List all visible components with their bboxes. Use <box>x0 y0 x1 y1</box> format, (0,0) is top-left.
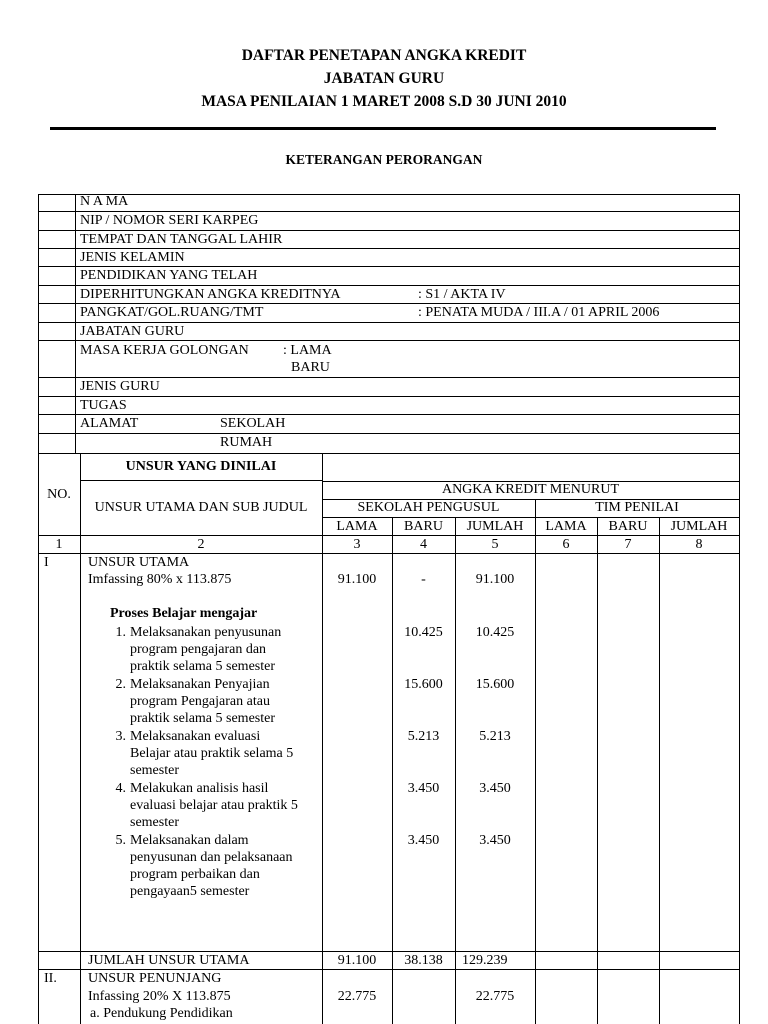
item-baru: 10.425 <box>404 625 443 640</box>
col-header-jumlah-tim: JUMLAH <box>670 519 728 534</box>
col-number: 5 <box>491 537 499 552</box>
imfassing-baru: - <box>421 572 426 587</box>
label-masa-kerja: MASA KERJA GOLONGAN <box>80 343 249 358</box>
label-mk-lama: : LAMA <box>283 343 332 358</box>
item-jumlah: 3.450 <box>479 781 511 796</box>
list-item: 1. Melaksanakan penyusunan program pengajaran dan praktik selama 5 semester <box>115 625 282 674</box>
col-header-baru: BARU <box>404 519 443 534</box>
col-header-jumlah: JUMLAH <box>466 519 524 534</box>
document-subtitle: JABATAN GURU <box>323 70 445 87</box>
item-jumlah: 10.425 <box>475 625 515 640</box>
col-header-unsur-dinilai: UNSUR YANG DINILAI <box>125 459 277 474</box>
item-jumlah: 15.600 <box>475 677 515 692</box>
col-number: 6 <box>562 537 570 552</box>
total-label: JUMLAH UNSUR UTAMA <box>88 953 250 968</box>
section-heading: KETERANGAN PERORANGAN <box>285 152 483 167</box>
document-title: DAFTAR PENETAPAN ANGKA KREDIT <box>241 47 527 64</box>
assessment-period: MASA PENILAIAN 1 MARET 2008 S.D 30 JUNI 2010 <box>201 93 567 110</box>
col-header-unsur-utama: UNSUR UTAMA DAN SUB JUDUL <box>94 500 308 515</box>
imfassing-label: Imfassing 80% x 113.875 <box>88 572 232 587</box>
label-pendidikan-cont: DIPERHITUNGKAN ANGKA KREDITNYA <box>80 287 341 302</box>
pbm-title: Proses Belajar mengajar <box>110 606 258 621</box>
value-pangkat: : PENATA MUDA / III.A / 01 APRIL 2006 <box>418 305 660 320</box>
list-item: 3. Melaksanakan evaluasi Belajar atau praktik selama 5 semester <box>115 729 294 778</box>
col-number: 3 <box>353 537 361 552</box>
col-header-no: NO. <box>47 487 71 502</box>
col-header-lama: LAMA <box>336 519 378 534</box>
label-nip: NIP / NOMOR SERI KARPEG <box>80 213 259 228</box>
label-tugas: TUGAS <box>80 398 127 413</box>
label-alamat-sekolah: SEKOLAH <box>220 416 286 431</box>
label-ttl: TEMPAT DAN TANGGAL LAHIR <box>80 232 283 247</box>
section-number: II. <box>44 971 57 986</box>
header-divider <box>50 127 716 130</box>
label-nama: N A MA <box>80 194 129 209</box>
list-item: 2. Melaksanakan Penyajian program Pengajaran atau praktik selama 5 semester <box>115 677 276 726</box>
section-title: UNSUR PENUNJANG <box>88 971 222 986</box>
value-pendidikan: : S1 / AKTA IV <box>418 287 506 302</box>
total-lama: 91.100 <box>337 953 377 968</box>
label-mk-baru: BARU <box>291 360 330 375</box>
col-number: 7 <box>624 537 632 552</box>
label-pangkat: PANGKAT/GOL.RUANG/TMT <box>80 305 264 320</box>
col-header-baru-tim: BARU <box>608 519 648 534</box>
col-number: 2 <box>197 537 205 552</box>
item-baru: 3.450 <box>407 833 440 848</box>
total-jumlah: 129.239 <box>462 953 508 968</box>
label-pendidikan: PENDIDIKAN YANG TELAH <box>80 268 258 283</box>
col-header-sekolah-pengusul: SEKOLAH PENGUSUL <box>357 500 500 515</box>
item-baru: 3.450 <box>407 781 440 796</box>
col-number: 4 <box>420 537 427 552</box>
sub-item-a: a. Pendukung Pendidikan <box>90 1006 233 1021</box>
infassing-jumlah: 22.775 <box>475 989 515 1004</box>
col-number: 1 <box>55 537 63 552</box>
list-item: 5. Melaksanakan dalam penyusunan dan pelaksanaan program perbaikan dan pengayaan5 semester <box>115 833 293 899</box>
col-header-lama-tim: LAMA <box>545 519 587 534</box>
item-jumlah: 5.213 <box>479 729 511 744</box>
col-number: 8 <box>695 537 703 552</box>
item-jumlah: 3.450 <box>479 833 511 848</box>
item-baru: 5.213 <box>407 729 440 744</box>
col-header-angka-kredit: ANGKA KREDIT MENURUT <box>441 482 620 497</box>
label-jenis-guru: JENIS GURU <box>80 379 160 394</box>
imfassing-jumlah: 91.100 <box>475 572 515 587</box>
imfassing-lama: 91.100 <box>337 572 377 587</box>
item-baru: 15.600 <box>404 677 443 692</box>
infassing-label: Infassing 20% X 113.875 <box>88 989 231 1004</box>
label-jabatan: JABATAN GURU <box>80 324 185 339</box>
label-jenis-kelamin: JENIS KELAMIN <box>80 250 185 265</box>
col-header-tim-penilai: TIM PENILAI <box>595 500 679 515</box>
total-baru: 38.138 <box>404 953 443 968</box>
section-number: I <box>44 555 49 570</box>
list-item: 4. Melakukan analisis hasil evaluasi belajar atau praktik 5 semester <box>115 781 298 830</box>
label-alamat-rumah: RUMAH <box>220 435 273 450</box>
label-alamat: ALAMAT <box>80 416 139 431</box>
infassing-lama: 22.775 <box>337 989 377 1004</box>
section-title: UNSUR UTAMA <box>88 555 190 570</box>
